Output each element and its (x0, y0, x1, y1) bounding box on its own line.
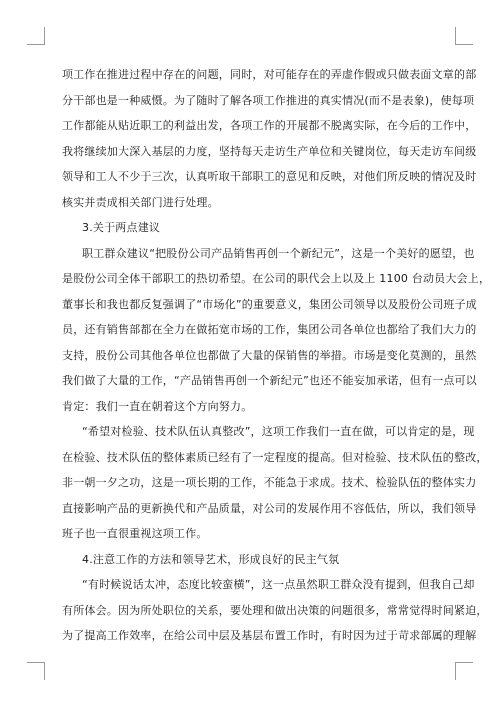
crop-mark-bottom-left-h (27, 662, 45, 663)
text-line: 员，还有销售部都在全力在做拓宽市场的工作，集团公司各单位也都给了我们大力的 (62, 323, 477, 336)
crop-mark-top-right-v (455, 27, 456, 45)
text-line: 项工作在推进过程中存在的问题，同时，对可能存在的弄虚作假或只做表面文章的部 (62, 68, 477, 81)
paragraph-first-line: 职工群众建议“把股份公司产品销售再创一个新纪元”，这是一个美好的愿望，也 (82, 246, 475, 260)
text-line: 我将继续加大深入基层的力度，坚持每天走访生产单位和关键岗位，每天走访车间级 (62, 144, 477, 158)
text-line: 直接影响产品的更新换代和产品质量，对公司的发展作用不容低估，所以，我们领导 (62, 501, 477, 515)
crop-mark-bottom-left-v (44, 662, 45, 680)
text-line: 有所体会。因为所处职位的关系，要处理和做出决策的问题很多，常常觉得时间紧迫， (62, 603, 488, 617)
text-line: 班子也一直很重视这项工作。 (62, 527, 208, 540)
text-line: 领导和工人不少于三次，认真听取干部职工的意见和反映，对他们所反映的情况及时 (62, 170, 477, 183)
text-line: 核实并责成相关部门进行处理。 (62, 195, 219, 209)
crop-mark-top-right-h (455, 44, 473, 45)
text-line: 工作都能从贴近职工的利益出发，各项工作的开展都不脱离实际，在今后的工作中， (62, 119, 477, 132)
paragraph-first-line: “有时候说话太冲，态度比较蛮横”，这一点虽然职工群众没有提到，但我自己却 (82, 578, 475, 591)
text-line: 为了提高工作效率，在给公司中层及基层布置工作时，有时因为过于苛求部属的理解 (62, 629, 477, 642)
paragraph-first-line: “希望对检验、技术队伍认真整改”，这项工作我们一直在做，可以肯定的是，现 (82, 425, 475, 438)
text-line: 非一朝一夕之功，这是一项长期的工作，不能急于求成。技术、检验队伍的整体实力 (62, 476, 477, 489)
text-line: 是股份公司全体干部职工的热切希望。在公司的职代会上以及上 1100 台动员大会上， (62, 272, 491, 285)
section-heading: 3.关于两点建议 (82, 221, 161, 234)
text-line: 我们做了大量的工作，“产品销售再创一个新纪元”也还不能妄加承诺，但有一点可以 (62, 374, 477, 387)
crop-mark-bottom-right-v (455, 662, 456, 680)
text-line: 肯定：我们一直在朝着这个方向努力。 (62, 399, 253, 413)
crop-mark-bottom-right-h (455, 662, 473, 663)
section-heading: 4.注意工作的方法和领导艺术，形成良好的民主气氛 (82, 552, 340, 566)
crop-mark-top-left-h (27, 44, 45, 45)
text-line: 支持，股份公司其他各单位也都做了大量的保销售的举措。市场是变化莫测的，虽然 (62, 348, 477, 362)
crop-mark-top-left-v (44, 27, 45, 45)
document-body (62, 62, 491, 649)
text-line: 董事长和我也都反复强调了“市场化”的重要意义，集团公司领导以及股份公司班子成 (62, 297, 477, 311)
text-line: 在检验、技术队伍的整体素质已经有了一定程度的提高。但对检验、技术队伍的整改， (62, 450, 488, 464)
text-line: 分干部也是一种威慑。为了随时了解各项工作推进的真实情况(而不是表象)，使每项 (62, 93, 475, 107)
